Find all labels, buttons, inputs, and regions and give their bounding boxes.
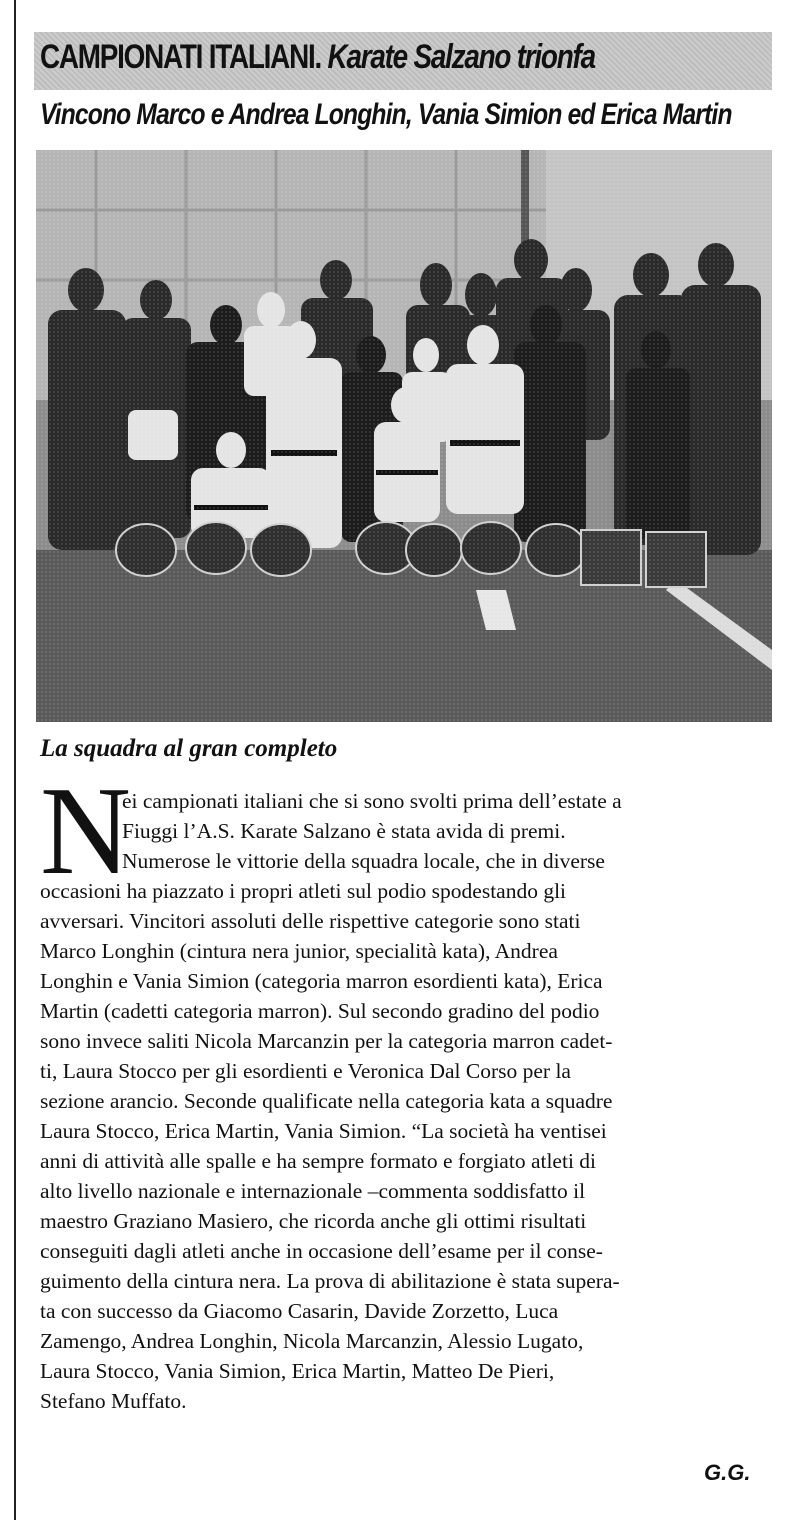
body-line: Laura Stocco, Vania Simion, Erica Martin, Matteo De Pieri, <box>40 1359 555 1383</box>
body-line: conseguiti dagli atleti anche in occasione dell’esame per il conse- <box>40 1239 603 1263</box>
body-line: ta con successo da Giacomo Casarin, Davide Zorzetto, Luca <box>40 1299 559 1323</box>
body-line: sono invece saliti Nicola Marcanzin per la categoria marron cadet- <box>40 1029 613 1053</box>
body-line: ti, Laura Stocco per gli esordienti e Veronica Dal Corso per la <box>40 1059 571 1083</box>
headline <box>40 38 595 77</box>
headline-rest: Karate Salzano trionfa <box>321 38 595 76</box>
team-photo-illustration <box>36 150 772 722</box>
body-line: anni di attività alle spalle e ha sempre formato e forgiato atleti di <box>40 1149 597 1173</box>
body-line: maestro Graziano Masiero, che ricorda anche gli ottimi risultati <box>40 1209 587 1233</box>
body-line: occasioni ha piazzato i propri atleti sul podio spodestando gli <box>40 879 567 903</box>
body-line: guimento della cintura nera. La prova di abilitazione è stata supera- <box>40 1269 620 1293</box>
body-line: Stefano Muffato. <box>40 1389 187 1413</box>
photo-caption: La squadra al gran completo <box>40 735 338 762</box>
column-rule <box>14 0 16 1520</box>
body-line: Numerose le vittorie della squadra locale, che in diverse <box>122 849 605 873</box>
team-photo <box>36 150 772 722</box>
body-line: ei campionati italiani che si sono svolti prima dell’estate a <box>122 789 622 813</box>
body-line: Fiuggi l’A.S. Karate Salzano è stata avida di premi. <box>122 819 566 843</box>
headline-lead: CAMPIONATI ITALIANI. <box>40 38 322 76</box>
author-signature: G.G. <box>704 1460 751 1485</box>
body-line: alto livello nazionale e internazionale –commenta soddisfatto il <box>40 1179 586 1203</box>
body-line: Martin (cadetti categoria marron). Sul secondo gradino del podio <box>40 999 600 1023</box>
body-line: Laura Stocco, Erica Martin, Vania Simion. “La società ha ventisei <box>40 1119 607 1143</box>
body-line: avversari. Vincitori assoluti delle rispettive categorie sono stati <box>40 909 581 933</box>
body-line: sezione arancio. Seconde qualificate nella categoria kata a squadre <box>40 1089 613 1113</box>
subheadline: Vincono Marco e Andrea Longhin, Vania Simion ed Erica Martin <box>40 98 732 131</box>
body-line: Zamengo, Andrea Longhin, Nicola Marcanzin, Alessio Lugato, <box>40 1329 584 1353</box>
body-line: Longhin e Vania Simion (categoria marron esordienti kata), Erica <box>40 969 603 993</box>
body-line: Marco Longhin (cintura nera junior, specialità kata), Andrea <box>40 939 558 963</box>
drop-cap: N <box>40 762 131 901</box>
